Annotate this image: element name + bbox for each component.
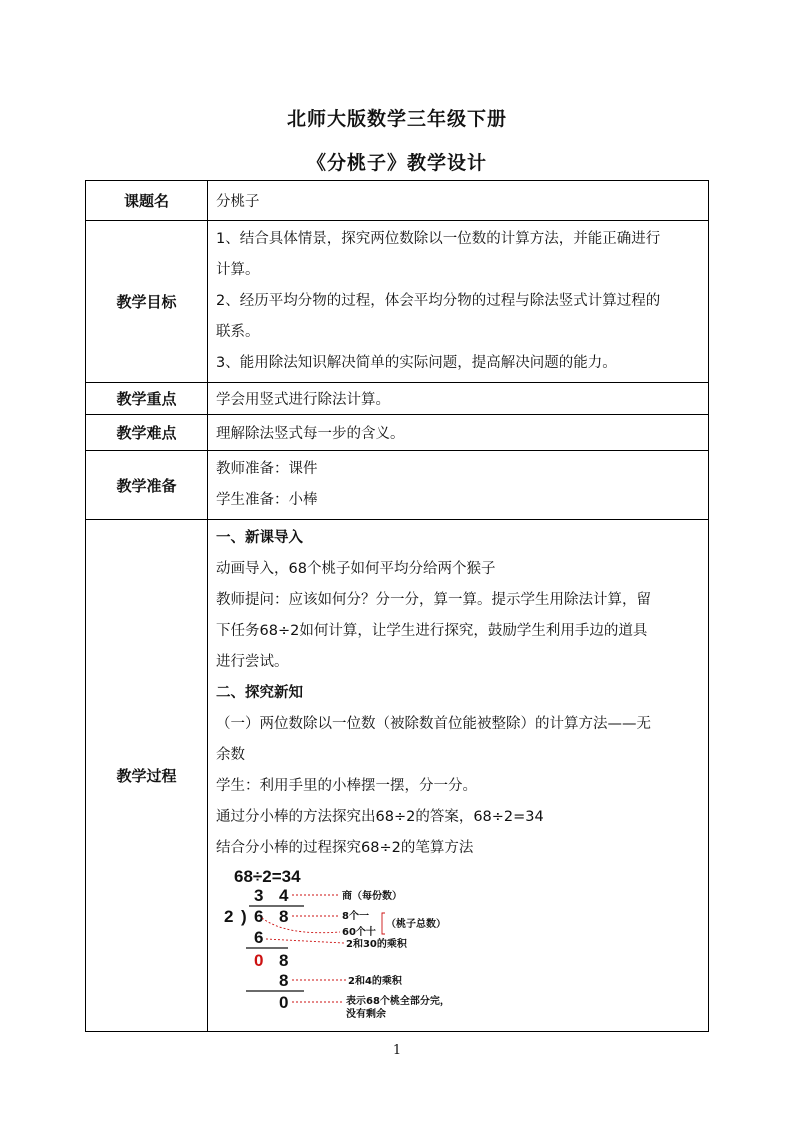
goal-line: 2、经历平均分物的过程，体会平均分物的过程与除法竖式计算过程的 [216,293,661,309]
label-topic: 课题名 [86,181,208,221]
label-difficulty: 教学难点 [86,415,208,451]
leader-sixty [262,918,340,933]
row-goals [86,221,709,383]
row-prep [86,451,709,520]
annotation-done-1: 表示68个桃全部分完， [346,996,450,1007]
row-process [86,520,709,1032]
process-line: 教师提问：应该如何分？分一分，算一算。提示学生用除法计算，留 [216,592,651,608]
content-goals [208,221,709,383]
process-line: （一）两位数除以一位数（被除数首位能被整除）的计算方法——无 [216,716,651,732]
process-line: 动画导入，68个桃子如何平均分给两个猴子 [216,561,496,577]
process-line: 进行尝试。 [216,654,289,670]
process-line: 余数 [216,747,245,763]
row-difficulty [86,415,709,451]
label-goals: 教学目标 [86,221,208,383]
remainder: 0 [279,993,289,1012]
document-title: 北师大版数学三年级下册 [286,108,507,130]
annotation-product-2: 2和4的乘积 [348,976,402,987]
long-division-diagram [216,868,476,1018]
row-key [86,383,709,415]
goal-line: 计算。 [216,262,260,278]
dividend-tens: 6 [254,907,264,926]
step-bring-down: 8 [279,951,289,970]
process-line: 学生：利用手里的小棒摆一摆，分一分。 [216,778,477,794]
step-product-2: 8 [279,971,289,990]
section-heading: 一、新课导入 [216,530,303,546]
document-subtitle: 《分桃子》教学设计 [306,152,487,174]
step-difference-zero: 0 [254,951,264,970]
annotation-total: （桃子总数） [386,919,446,930]
divisor: 2 [224,907,234,926]
long-division-svg [216,868,476,1018]
process-line: 下任务68÷2如何计算，让学生进行探究，鼓励学生利用手边的道具 [216,623,648,639]
step-product-1: 6 [254,928,264,947]
quotient-ones: 4 [279,886,289,905]
content-topic: 分桃子 [208,181,709,221]
prep-line: 学生准备：小棒 [216,492,318,508]
content-difficulty: 理解除法竖式每一步的含义。 [208,415,709,451]
label-prep: 教学准备 [86,451,208,520]
page-number: 1 [392,1043,402,1058]
division-equation: 68÷2=34 [234,868,301,886]
annotation-sixty-tens: 60个十 [342,927,376,938]
quotient-tens: 3 [254,886,264,905]
process-line: 通过分小棒的方法探究出68÷2的答案，68÷2=34 [216,809,544,825]
goal-line: 3、能用除法知识解决简单的实际问题，提高解决问题的能力。 [216,355,617,371]
content-prep [208,451,709,520]
row-topic [86,181,709,221]
goal-line: 联系。 [216,324,260,340]
content-process [208,520,709,1032]
content-key: 学会用竖式进行除法计算。 [208,383,709,415]
dividend-ones: 8 [279,907,289,926]
process-line: 结合分小棒的过程探究68÷2的笔算方法 [216,840,474,856]
annotation-done-2: 没有剩余 [346,1009,386,1018]
lesson-plan-table [85,180,709,1032]
annotation-quotient: 商（每份数） [342,891,402,902]
label-process: 教学过程 [86,520,208,1032]
prep-line: 教师准备：课件 [216,461,318,477]
leader-product-1 [266,939,344,943]
label-key: 教学重点 [86,383,208,415]
total-brace [382,913,385,934]
annotation-eight-ones: 8个一 [342,911,369,922]
annotation-product-1: 2和30的乘积 [346,939,407,950]
division-bracket: ) [241,907,247,926]
section-heading: 二、探究新知 [216,685,303,701]
goal-line: 1、结合具体情景，探究两位数除以一位数的计算方法，并能正确进行 [216,231,661,247]
